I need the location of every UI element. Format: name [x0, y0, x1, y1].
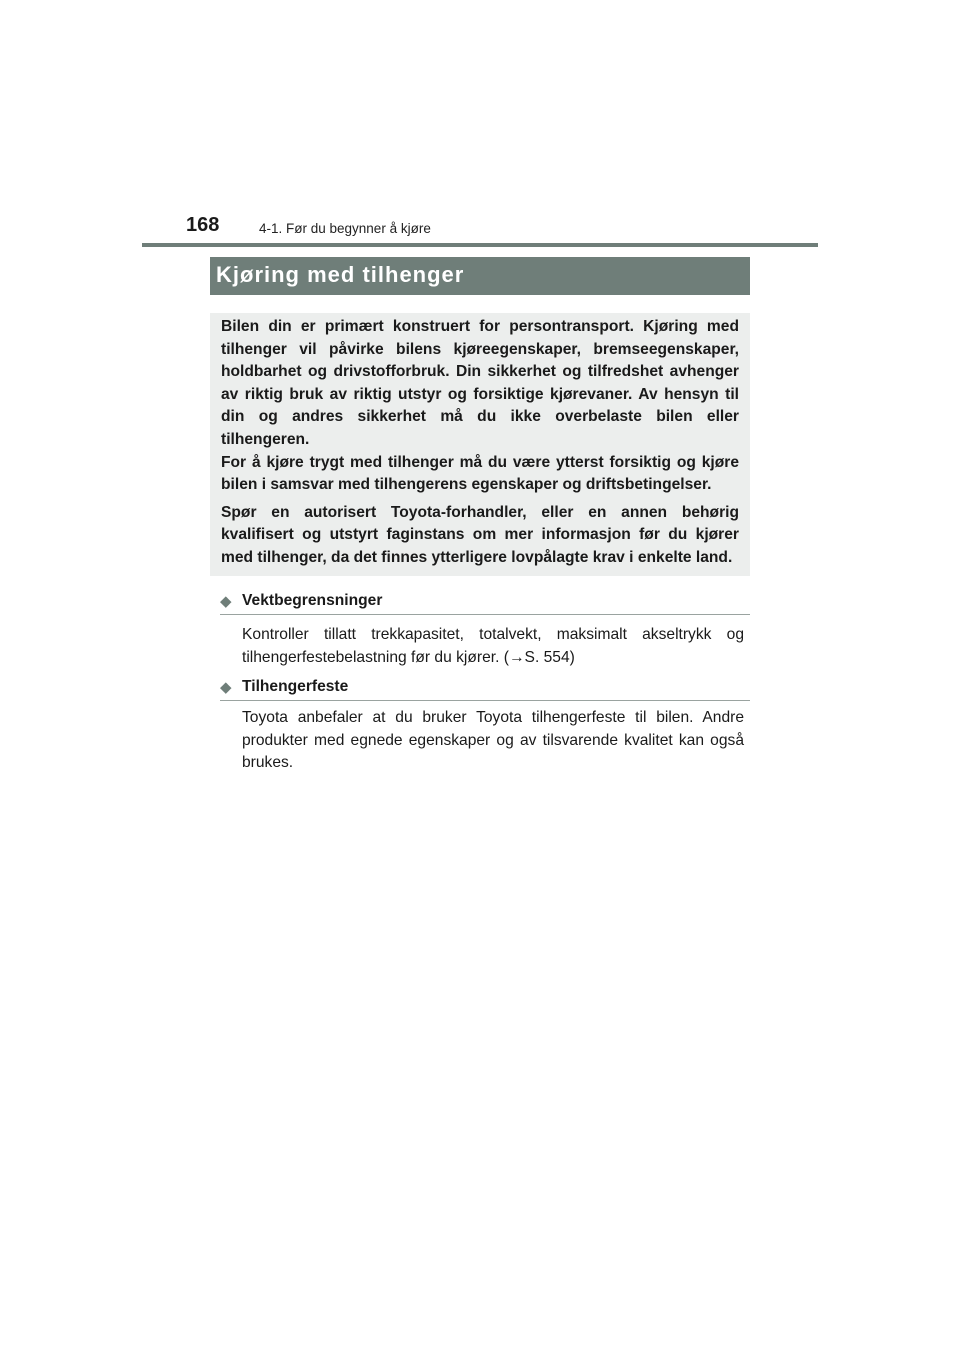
intro-paragraph-2: For å kjøre trygt med tilhenger må du være ytterst forsiktig og kjøre bilen i samsvar med tilhengerens egenskaper og driftsbetingelser. — [221, 453, 739, 494]
breadcrumb: 4-1. Før du begynner å kjøre — [259, 221, 431, 236]
subsection-text: Kontroller tillatt trekkapasitet, totalvekt, maksimalt akseltrykk og tilhengerfestebelastning før du kjører. (→S. 554) — [242, 626, 744, 666]
intro-box — [210, 313, 750, 576]
subsection-title: Tilhengerfeste — [242, 678, 349, 695]
intro-paragraph-1: Bilen din er primært konstruert for persontransport. Kjøring med tilhenger vil påvirke bilens kjøreegenskaper, bremseegenskaper, holdbarhet og drivstofforbruk. Din sikkerhet og tilfredshet avhenger av riktig bruk av riktig utstyr og forsiktige kjørevaner. Av hensyn til din og andres sikkerhet må du ikke overbelaste bilen eller tilhengeren. — [221, 318, 739, 448]
section-title-bar — [210, 257, 750, 295]
section-title: Kjøring med tilhenger — [216, 262, 465, 287]
intro-paragraph-3: Spør en autorisert Toyota-forhandler, eller en annen behørig kvalifisert og utstyrt faginstans om mer informasjon før du kjører med tilhenger, da det finnes ytterligere lovpålagte krav i enkelte land. — [221, 503, 739, 566]
subsection-heading-weight — [220, 592, 750, 614]
subsection-rule — [220, 614, 750, 615]
subsection-heading-hitch — [220, 678, 750, 700]
header-rule — [142, 243, 818, 247]
diamond-icon: ◆ — [220, 593, 232, 610]
diamond-icon: ◆ — [220, 679, 232, 696]
subsection-title: Vektbegrensninger — [242, 592, 383, 609]
page-number: 168 — [186, 214, 220, 236]
subsection-text: Toyota anbefaler at du bruker Toyota tilhengerfeste til bilen. Andre produkter med egnede egenskaper og av tilsvarende kvalitet kan også brukes. — [242, 709, 744, 771]
subsection-rule — [220, 700, 750, 701]
